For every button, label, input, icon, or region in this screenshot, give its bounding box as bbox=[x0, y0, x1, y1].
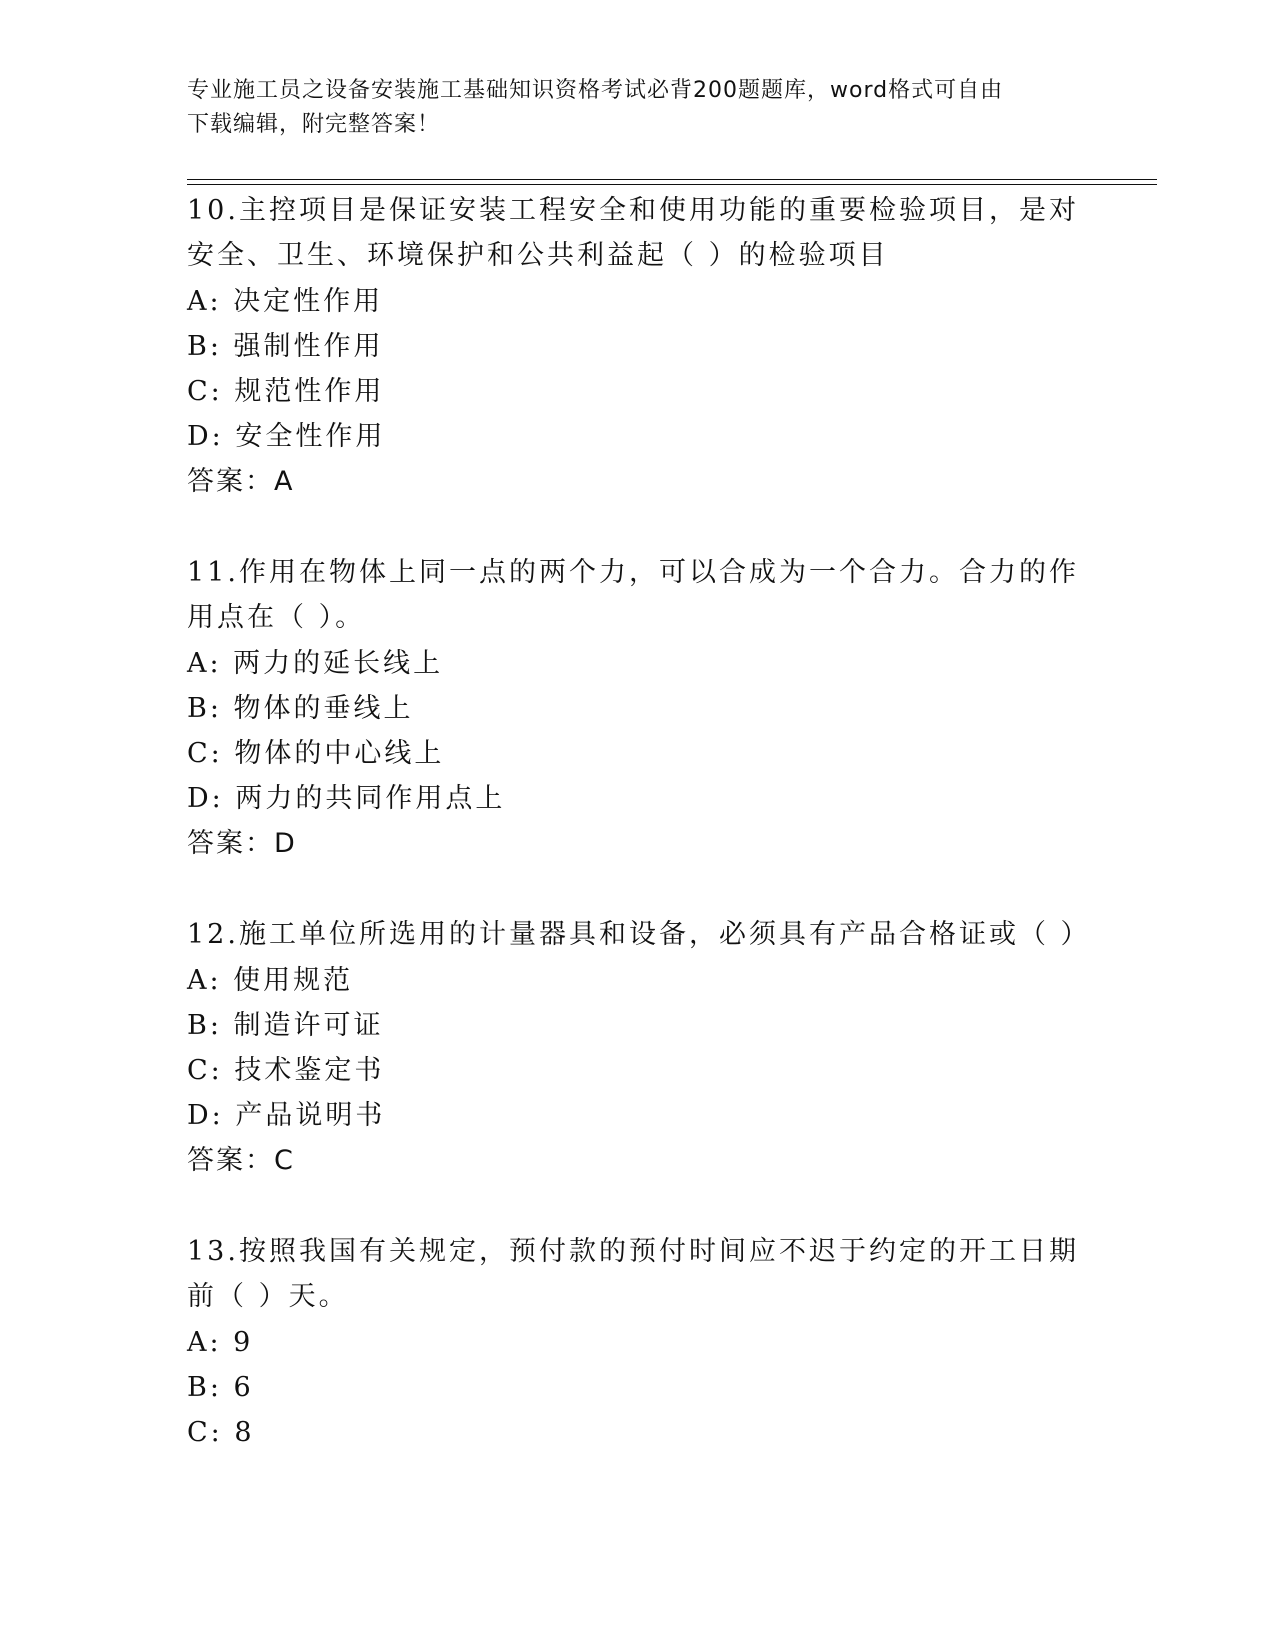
question-stem: 12.施工单位所选用的计量器具和设备，必须具有产品合格证或（ ） bbox=[187, 919, 1091, 950]
answer-line: 答案：C bbox=[187, 1145, 295, 1176]
question-12 bbox=[187, 912, 1091, 1183]
option-a: A: 决定性作用 bbox=[187, 286, 384, 317]
option-a: A: 两力的延长线上 bbox=[187, 648, 444, 679]
question-stem: 13.按照我国有关规定，预付款的预付时间应不迟于约定的开工日期前（ ）天。 bbox=[187, 1236, 1079, 1312]
header-divider-bottom bbox=[187, 184, 1157, 185]
option-a: A: 使用规范 bbox=[187, 965, 354, 996]
header-divider-top bbox=[187, 179, 1157, 180]
question-13 bbox=[187, 1229, 1087, 1455]
option-a: A: 9 bbox=[187, 1327, 254, 1358]
option-c: C: 规范性作用 bbox=[187, 376, 385, 407]
option-c: C: 技术鉴定书 bbox=[187, 1055, 385, 1086]
question-10 bbox=[187, 188, 1087, 504]
document-header bbox=[187, 74, 1067, 142]
option-c: C: 8 bbox=[187, 1417, 255, 1448]
answer-line: 答案：A bbox=[187, 466, 295, 497]
option-d: D: 安全性作用 bbox=[187, 421, 386, 452]
option-b: B: 强制性作用 bbox=[187, 331, 384, 362]
answer-line: 答案：D bbox=[187, 828, 297, 859]
question-stem: 10.主控项目是保证安装工程安全和使用功能的重要检验项目，是对安全、卫生、环境保护和公共利益起（ ）的检验项目 bbox=[187, 195, 1079, 271]
option-d: D: 两力的共同作用点上 bbox=[187, 783, 506, 814]
option-b: B: 物体的垂线上 bbox=[187, 693, 414, 724]
option-b: B: 6 bbox=[187, 1372, 254, 1403]
header-line-1: 专业施工员之设备安装施工基础知识资格考试必背200题题库，word格式可自由 bbox=[187, 78, 1004, 103]
option-c: C: 物体的中心线上 bbox=[187, 738, 445, 769]
option-b: B: 制造许可证 bbox=[187, 1010, 384, 1041]
option-d: D: 产品说明书 bbox=[187, 1100, 386, 1131]
question-list bbox=[187, 188, 1091, 1501]
question-stem: 11.作用在物体上同一点的两个力，可以合成为一个合力。合力的作用点在（ ）。 bbox=[187, 557, 1079, 633]
question-11 bbox=[187, 550, 1087, 866]
header-line-2: 下载编辑，附完整答案！ bbox=[187, 112, 441, 137]
